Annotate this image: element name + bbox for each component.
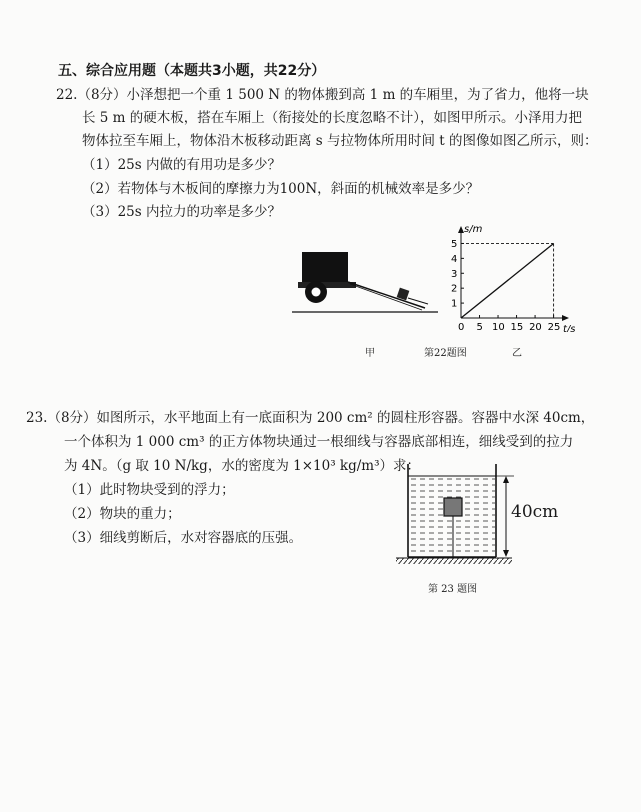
q23-line-1: 23.（8分）如图所示，水平地面上有一底面积为 200 cm² 的圆柱形容器。容器中水深 40cm， <box>26 410 595 426</box>
depth-label: 40cm <box>511 502 559 522</box>
q23-sub-1: （1）此时物块受到的浮力； <box>64 482 235 498</box>
x-axis-label: t/s <box>563 324 575 332</box>
ramp-board <box>348 282 425 308</box>
y-tick-label: 3 <box>451 268 458 280</box>
q23-sub-2: （2）物块的重力； <box>64 506 181 522</box>
x-tick-label: 5 <box>476 322 483 332</box>
y-tick-label: 2 <box>451 283 458 295</box>
y-axis-label: s/m <box>464 224 483 235</box>
fig-jia-caption: 甲 <box>365 348 375 359</box>
x-tick-label: 10 <box>492 322 505 332</box>
y-tick-label: 1 <box>451 298 458 310</box>
fig-23-caption: 第 23 题图 <box>428 584 478 595</box>
y-tick-label: 4 <box>451 253 458 265</box>
fig-yi-caption: 乙 <box>512 348 522 359</box>
section-title: 五、综合应用题（本题共3小题，共22分） <box>58 63 326 79</box>
floor-hatch <box>396 558 512 564</box>
y-tick-label: 5 <box>451 238 458 250</box>
q22-sub-2: （2）若物体与木板间的摩擦力为100N，斜面的机械效率是多少？ <box>82 181 480 197</box>
q23-line-2: 一个体积为 1 000 cm³ 的正方体物块通过一根细线与容器底部相连，细线受到的拉力 <box>64 434 574 450</box>
q22-line-1: 22.（8分）小泽想把一个重 1 500 N 的物体搬到高 1 m 的车厢里，为了省力，他将一块 <box>56 87 589 103</box>
truck-ramp-figure <box>290 246 440 318</box>
cube-block <box>444 498 462 516</box>
q22-line-3: 物体拉至车厢上，物体沿木板移动距离 s 与拉物体所用时间 t 的图像如图乙所示，则： <box>82 133 598 149</box>
q23-line-3: 为 4N。（g 取 10 N/kg，水的密度为 1×10³ kg/m³）求： <box>64 458 420 474</box>
x-tick-label: 20 <box>529 322 542 332</box>
s-t-graph <box>445 222 575 332</box>
fig-22-caption: 第22题图 <box>424 348 467 359</box>
x-tick-label: 0 <box>458 322 465 332</box>
q23-sub-3: （3）细线剪断后，水对容器底的压强。 <box>64 530 303 546</box>
x-tick-label: 15 <box>510 322 524 332</box>
q22-line-2: 长 5 m 的硬木板，搭在车厢上（衔接处的长度忽略不计），如图甲所示。小泽用力把 <box>82 110 583 126</box>
x-tick-label: 25 <box>547 322 561 332</box>
q22-sub-1: （1）25s 内做的有用功是多少？ <box>82 157 281 173</box>
x-axis-arrow <box>562 315 569 321</box>
q22-sub-3: （3）25s 内拉力的功率是多少？ <box>82 204 281 220</box>
container-figure <box>392 458 522 573</box>
truck-box <box>302 252 348 282</box>
series-line <box>461 243 554 318</box>
